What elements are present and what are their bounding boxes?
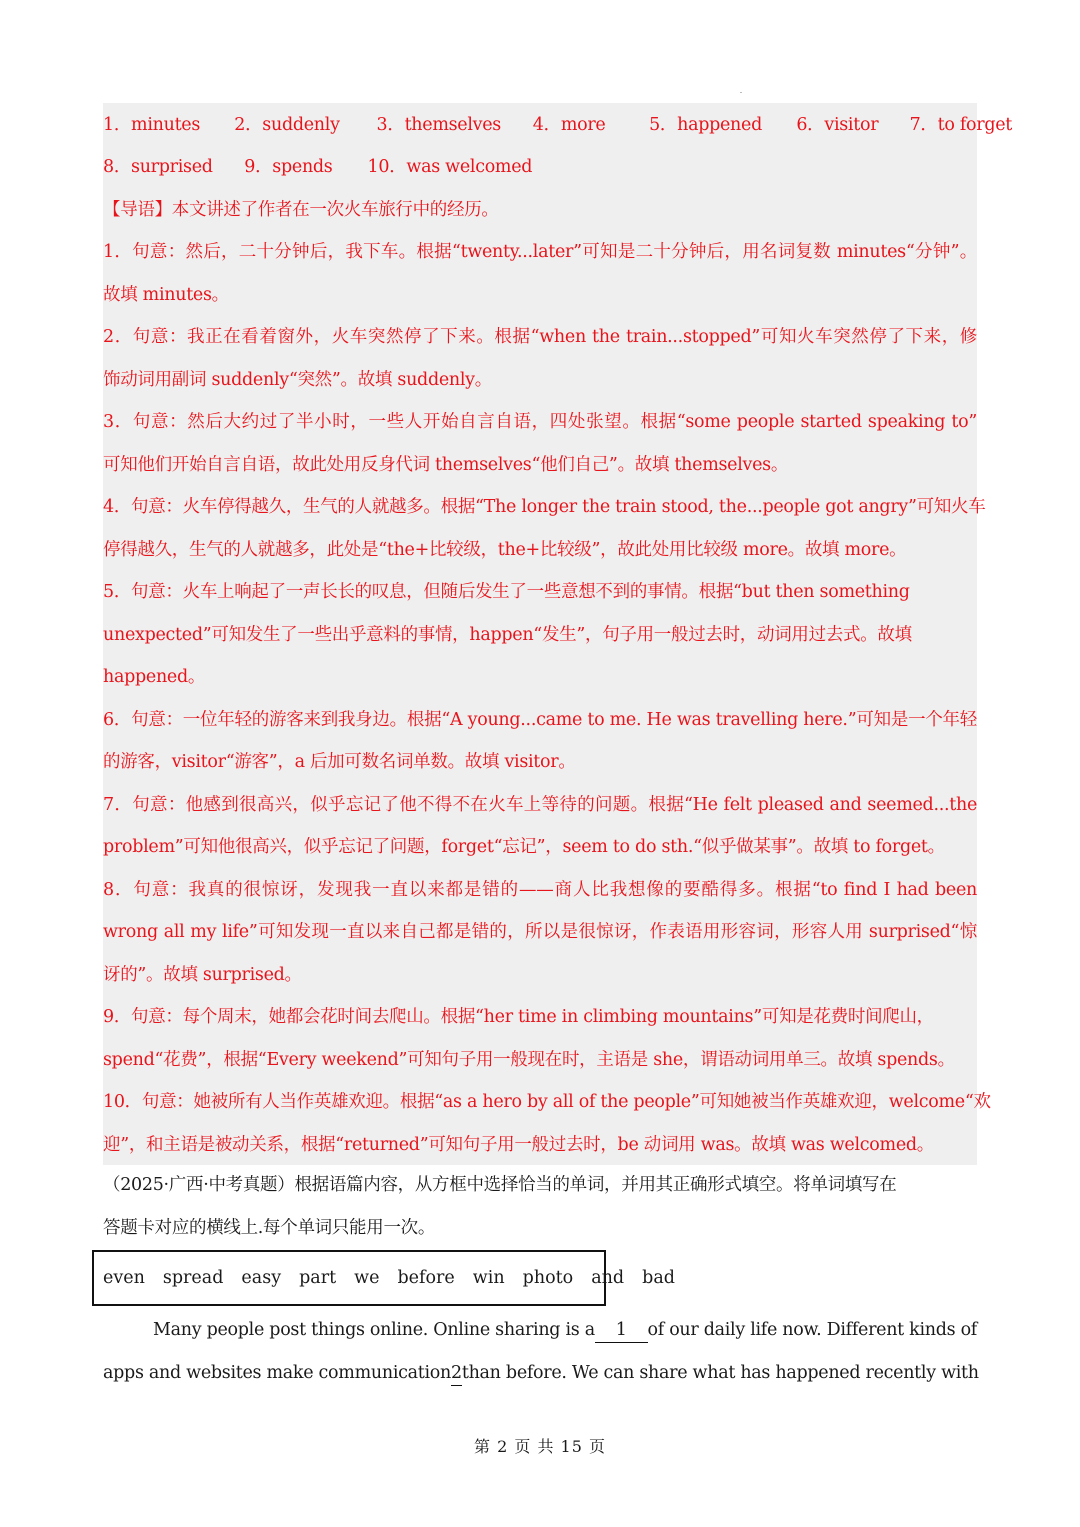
word-option: win xyxy=(472,1268,505,1288)
explanation-line: 停得越久，生气的人就越多，此处是“the+比较级，the+比较级”，故此处用比较级 more。故填 more。 xyxy=(103,540,907,560)
explanation-line: 6．句意：一位年轻的游客来到我身边。根据“A young...came to me. He was travelling here.”可知是一个年轻 xyxy=(103,710,977,730)
explanation-line: 1．句意：然后，二十分钟后，我下车。根据“twenty...later”可知是二十分钟后，用名词复数 minutes“分钟”。 xyxy=(103,242,977,262)
answer-item: 5．happened xyxy=(649,115,762,135)
explanation-line: 讶的”。故填 surprised。 xyxy=(103,965,302,985)
explanation-line: spend“花费”，根据“Every weekend”可知句子用一般现在时，主语是 she，谓语动词用单三。故填 spends。 xyxy=(103,1050,955,1070)
answer-item: 3．themselves xyxy=(376,115,501,135)
explanation-line: wrong all my life”可知发现一直以来自己都是错的，所以是很惊讶，作表语用形容词，形容人用 surprised“惊 xyxy=(103,922,977,942)
explanation-line: happened。 xyxy=(103,667,206,687)
passage-text: apps and websites make communication xyxy=(103,1363,451,1383)
page-number: 第 2 页 共 15 页 xyxy=(474,1437,606,1456)
answer-item: 6．visitor xyxy=(796,115,879,135)
answer-item: 4．more xyxy=(532,115,606,135)
explanation-line: 3．句意：然后大约过了半小时，一些人开始自言自语，四处张望。根据“some people started speaking to” xyxy=(103,412,977,432)
answer-item: 10．was welcomed xyxy=(367,157,533,177)
passage-text: of our daily life now. Different kinds of xyxy=(647,1320,977,1340)
answer-item: 7．to forget xyxy=(909,115,1013,135)
word-option: easy xyxy=(241,1268,282,1288)
explanation-line: 2．句意：我正在看着窗外，火车突然停了下来。根据“when the train...stopped”可知火车突然停了下来，修 xyxy=(103,327,977,347)
word-option: spread xyxy=(162,1268,224,1288)
explanation-line: unexpected”可知发生了一些出乎意料的事情，happen“发生”，句子用一般过去时，动词用过去式。故填 xyxy=(103,625,912,645)
explanation-line: 4．句意：火车停得越久，生气的人就越多。根据“The longer the train stood, the...people got angry”可知火车 xyxy=(103,497,986,517)
explanation-line: 5．句意：火车上响起了一声长长的叹息，但随后发生了一些意想不到的事情。根据“but then something xyxy=(103,582,910,602)
question-instruction: （2025·广西·中考真题）根据语篇内容，从方框中选择恰当的单词，并用其正确形式填空。将单词填写在 xyxy=(103,1175,897,1195)
explanation-line: 10．句意：她被所有人当作英雄欢迎。根据“as a hero by all of the people”可知她被当作英雄欢迎，welcome“欢 xyxy=(103,1092,991,1112)
answer-item: 9．spends xyxy=(244,157,333,177)
word-option: we xyxy=(354,1268,380,1288)
explanation-line: 9．句意：每个周末，她都会花时间去爬山。根据“her time in climbing mountains”可知是花费时间爬山， xyxy=(103,1007,934,1027)
lead-text: 【导语】本文讲述了作者在一次火车旅行中的经历。 xyxy=(103,200,499,220)
scan-mark xyxy=(740,92,742,93)
blank-2[interactable]: 2 xyxy=(451,1361,462,1386)
explanation-line: 饰动词用副词 suddenly“突然”。故填 suddenly。 xyxy=(103,370,492,390)
explanation-line: problem”可知他很高兴，似乎忘记了问题，forget“忘记”，seem to do sth.“似乎做某事”。故填 to forget。 xyxy=(103,837,945,857)
question-instruction: 答题卡对应的横线上.每个单词只能用一次。 xyxy=(103,1218,436,1238)
passage-line-1 xyxy=(153,1318,977,1343)
answer-item: 2．suddenly xyxy=(234,115,340,135)
word-option: and xyxy=(591,1268,625,1288)
answers-row-2 xyxy=(103,155,532,179)
explanation-line: 的游客，visitor“游客”，a 后加可数名词单数。故填 visitor。 xyxy=(103,752,576,772)
word-option: before xyxy=(397,1268,455,1288)
answer-section xyxy=(103,103,1013,1165)
word-box xyxy=(92,1250,675,1306)
blank-1[interactable]: 1 xyxy=(595,1318,648,1343)
answer-item: 8．surprised xyxy=(103,157,213,177)
word-option: even xyxy=(103,1268,145,1288)
passage-line-2 xyxy=(103,1361,977,1386)
word-option: photo xyxy=(522,1268,574,1288)
answer-item: 1．minutes xyxy=(103,115,201,135)
explanation-line: 迎”，和主语是被动关系，根据“returned”可知句子用一般过去时，be 动词用 was。故填 was welcomed。 xyxy=(103,1135,934,1155)
explanation-line: 故填 minutes。 xyxy=(103,285,229,305)
passage-text: Many people post things online. Online sharing is a xyxy=(153,1320,595,1340)
explanation-line: 可知他们开始自言自语，故此处用反身代词 themselves“他们自己”。故填 themselves。 xyxy=(103,455,789,475)
word-option: part xyxy=(299,1268,337,1288)
explanation-line: 8．句意：我真的很惊讶，发现我一直以来都是错的——商人比我想像的要酷得多。根据“to find I had been xyxy=(103,880,977,900)
passage-text: than before. We can share what has happened recently with xyxy=(461,1363,979,1383)
answers-row-1 xyxy=(103,113,1012,137)
explanation-line: 7．句意：他感到很高兴，似乎忘记了他不得不在火车上等待的问题。根据“He felt pleased and seemed...the xyxy=(103,795,977,815)
word-option: bad xyxy=(642,1268,675,1288)
